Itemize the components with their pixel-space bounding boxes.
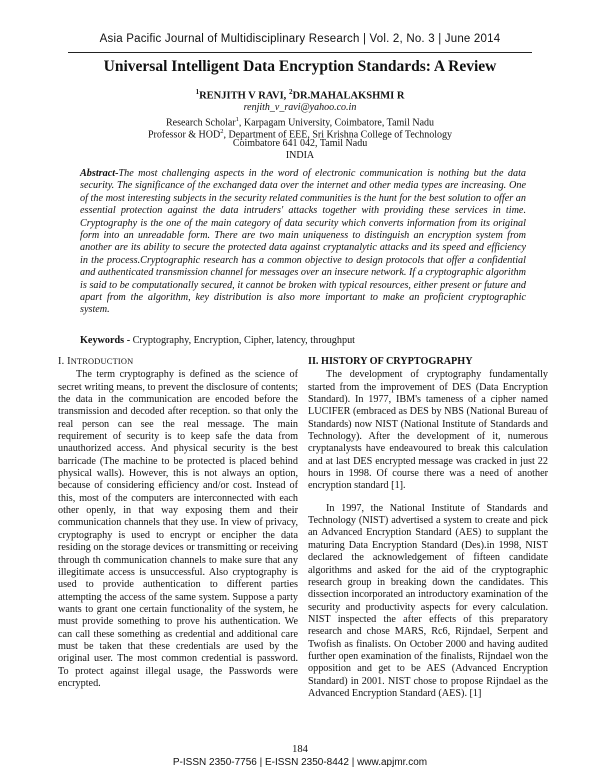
author1-sup: 1: [195, 88, 200, 96]
section1-heading-first: I. I: [58, 356, 71, 367]
section2-paragraph-2: In 1997, the National Institute of Standards and Technology (NIST) advertised a system to create and pick an Advanced Encryption Standard (AES) to supplant the maturing Data Encryption Standard (Des).in 1998, NIST declared the acknowledgement of fifteen candidate algorithms and asked for the aid of the cryptographic research group in breaking down the candidates. This dissection incorporated an introductory examination of the security and productivity aspects for every calculation. NIST inspected the after effects of this preparatory research and chose MARS, Rc6, Rijndael, Serpent and Twofish as finalists. On October 2000 and having audited further open examination of the finalists, Rijndael won the opposition and get to be AES (Advanced Encryption Standard) in 2001. NIST chose to propose Rijndael as the Advanced Encryption Standard (AES). [1]: [308, 502, 548, 699]
header-rule: [68, 52, 532, 53]
affiliation-2-rest: , Department of EEE, Sri Krishna College of Technology: [223, 129, 452, 141]
keywords-label: Keywords -: [80, 335, 133, 346]
abstract: [80, 168, 526, 317]
affiliation-3: Coimbatore 641 042, Tamil Nadu: [232, 138, 368, 149]
keywords: [80, 335, 526, 346]
author1-name: RENJITH V RAVI,: [199, 90, 287, 102]
journal-header: Asia Pacific Journal of Multidisciplinary Research | Vol. 2, No. 3 | June 2014: [99, 33, 501, 45]
author-email: renjith_v_ravi@yahoo.co.in: [243, 102, 357, 113]
affiliation-2-sup: 2: [220, 128, 224, 135]
author-line: [0, 88, 600, 102]
paper-title: Universal Intelligent Data Encryption Standards: A Review: [103, 58, 497, 75]
section1-heading-rest: NTRODUCTION: [70, 357, 134, 366]
affiliation-4: INDIA: [285, 150, 315, 161]
section2-paragraph-1: The development of cryptography fundamentally started from the improvement of DES (Data Encryption Standard). In 1977, IBM's tameness of a cipher named LUCIFER (embraced as DES by NBS (National Bureau of Standards) now NIST (National Institute of Standards and Technology). After the development of it, numerous cryptanalysts have endeavoured to break this calculation and at last DES encrypted message was cracked in just 22 hours in 1998. Of course there was a need of another encryption standard [1].: [308, 369, 548, 492]
affiliation-2-text: Professor & HOD: [148, 129, 221, 141]
abstract-text: The most challenging aspects in the word of electronic communication is nothing but the data security. The significance of the exchanged data over the internet and other media types are increasing. One of the most interesting subjects in the security related communities is the hunt for the best solution to offer an essential protection against the data intruders' attacks together with providing these services in time. Cryptography is the one of the main category of data security which converts information from its original form into an unreadable form. There are two main uniqueness to distinguish an encryption system from another are its ability to secure the protected data against cryptanalytic attacks and its speed and efficiency in the process.Cryptographic research has a common objective to design protocols that offer a confidential and authenticated transmission channel for messages over an insecure network. If a cryptographic algorithm is said to be computationally secured, it cannot be broken with typical resources, either present or future and apart from the algorithm, key distribution is also more important to make an proficient cryptographic system.: [80, 168, 526, 316]
issn-footer: P-ISSN 2350-7756 | E-ISSN 2350-8442 | www.apjmr.com: [172, 757, 428, 768]
section1-paragraph: The term cryptography is defined as the science of secret writing means, to prevent the disclosure of contents; the data in the communication are encoded before the transmission and decoded after reception. so that only the real person can see the real message. The main requirement of security is to keep safe the data from unauthorized access. And physical security is the best barricade (The machine to be protected is placed behind physical walls). However, this is not always an option, because of considering efficiency and/or cost. Instead of this, most of the computers are interconnected with each other openly, in that way exposing them and their communication channels that they use. In view of privacy, cryptography is used to encrypt or encipher the data residing on the storage devices or transmitting or receiving through th communication channels to make sure that any illegitimate access is unsuccessful. Also cryptography is used to provide authentication to different parties attempting the access of the same system. Suppose a party wants to grant one certain functionality of the system, he must provide something to prove his authentication. We can call these something as credential and additional care must be taken that these credentials are used by the original user. The most common credential is password. To protect against illegal usage, the Passwords were encrypted.: [58, 369, 298, 689]
author2-name: DR.MAHALAKSHMI R: [292, 90, 405, 102]
section2-heading: II. HISTORY OF CRYPTOGRAPHY: [308, 356, 473, 367]
left-column: [58, 356, 298, 690]
affiliation-1-sup: 1: [235, 116, 239, 123]
author2-sup: 2: [288, 88, 293, 96]
section1-heading: [58, 356, 298, 368]
abstract-label: Abstract-: [80, 168, 119, 179]
page-number: 184: [292, 744, 308, 755]
keywords-text: Cryptography, Encryption, Cipher, latency, throughput: [132, 335, 355, 346]
right-column: [308, 356, 548, 700]
affiliation-1-rest: , Karpagam University, Coimbatore, Tamil Nadu: [238, 117, 435, 129]
affiliation-1-text: Research Scholar: [165, 117, 236, 129]
